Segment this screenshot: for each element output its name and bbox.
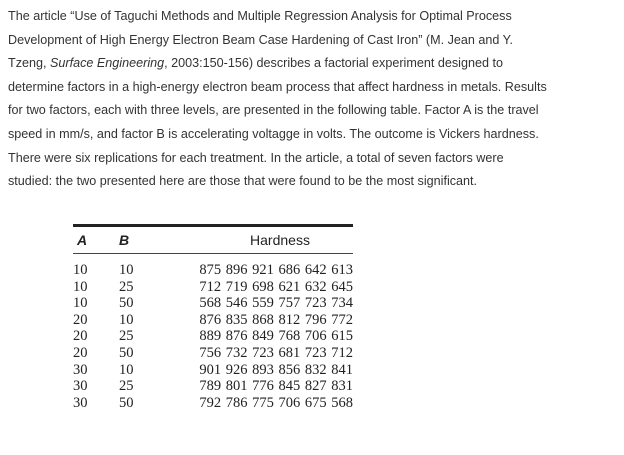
hardness-values-cell: 876 835 868 812 796 772 — [199, 311, 353, 328]
factor-b-cell: 50 — [119, 394, 134, 411]
factor-a-cell: 10 — [73, 278, 88, 295]
table-row — [73, 378, 353, 395]
paragraph-line — [8, 76, 547, 100]
factor-b-cell: 10 — [119, 311, 134, 328]
factor-b-cell: 25 — [119, 378, 134, 395]
journal-title: Surface Engineering — [50, 56, 165, 71]
hardness-values-cell: 901 926 893 856 832 841 — [199, 361, 353, 378]
factor-b-cell: 25 — [119, 278, 134, 295]
table-row — [73, 395, 353, 412]
table-body — [73, 254, 353, 411]
paragraph-line — [8, 147, 547, 171]
problem-paragraph — [8, 5, 547, 194]
line-text: There were six replications for each treatment. In the article, a total of seven factors were — [8, 150, 504, 165]
line-text: for two factors, each with three levels, are presented in the following table. Factor A is the travel — [8, 103, 539, 118]
factor-a-cell: 10 — [73, 295, 88, 312]
paragraph-line — [8, 170, 547, 194]
table-row — [73, 262, 353, 279]
hardness-values-cell: 712 719 698 621 632 645 — [199, 278, 353, 295]
factor-a-cell: 10 — [73, 262, 88, 278]
header-hardness: Hardness — [250, 232, 310, 248]
factor-a-cell: 30 — [73, 361, 88, 378]
line-text: speed in mm/s, and factor B is accelerating voltagge in volts. The outcome is Vickers hardness. — [8, 126, 539, 141]
line-text: Development of High Energy Electron Beam Case Hardening of Cast Iron” (M. Jean and Y. — [8, 32, 513, 47]
line-text: The article “Use of Taguchi Methods and Multiple Regression Analysis for Optimal Process — [8, 9, 512, 23]
table-row — [73, 295, 353, 312]
factor-b-cell: 50 — [119, 295, 134, 312]
factor-b-cell: 50 — [119, 344, 134, 361]
table-row — [73, 345, 353, 362]
hardness-values-cell: 875 896 921 686 642 613 — [199, 262, 353, 278]
paragraph-line — [8, 52, 547, 76]
hardness-values-cell: 792 786 775 706 675 568 — [199, 394, 353, 411]
header-a: A — [77, 232, 88, 248]
factor-a-cell: 30 — [73, 378, 88, 395]
line-text: , 2003:150-156) describes a factorial experiment designed to — [164, 56, 503, 71]
factor-b-cell: 25 — [119, 328, 134, 345]
factor-a-cell: 20 — [73, 328, 88, 345]
paragraph-line — [8, 29, 547, 53]
paragraph-line — [8, 99, 547, 123]
hardness-values-cell: 756 732 723 681 723 712 — [199, 344, 353, 361]
factor-b-cell: 10 — [119, 262, 134, 278]
hardness-table — [73, 224, 353, 411]
table-row — [73, 312, 353, 329]
table-header — [73, 227, 353, 253]
table-row — [73, 362, 353, 379]
table-row — [73, 279, 353, 296]
table-row — [73, 328, 353, 345]
factor-a-cell: 30 — [73, 394, 88, 411]
factor-a-cell: 20 — [73, 344, 88, 361]
paragraph-line — [8, 5, 547, 29]
hardness-values-cell: 789 801 776 845 827 831 — [199, 378, 353, 395]
line-text: determine factors in a high-energy electron beam process that affect hardness in metals. Results — [8, 79, 547, 94]
paragraph-line — [8, 123, 547, 147]
factor-b-cell: 10 — [119, 361, 134, 378]
line-text: studied: the two presented here are those that were found to be the most significant. — [8, 174, 478, 189]
hardness-values-cell: 889 876 849 768 706 615 — [199, 328, 353, 345]
hardness-values-cell: 568 546 559 757 723 734 — [199, 295, 353, 312]
header-b: B — [119, 232, 130, 248]
line-text: Tzeng, — [8, 56, 50, 71]
factor-a-cell: 20 — [73, 311, 88, 328]
